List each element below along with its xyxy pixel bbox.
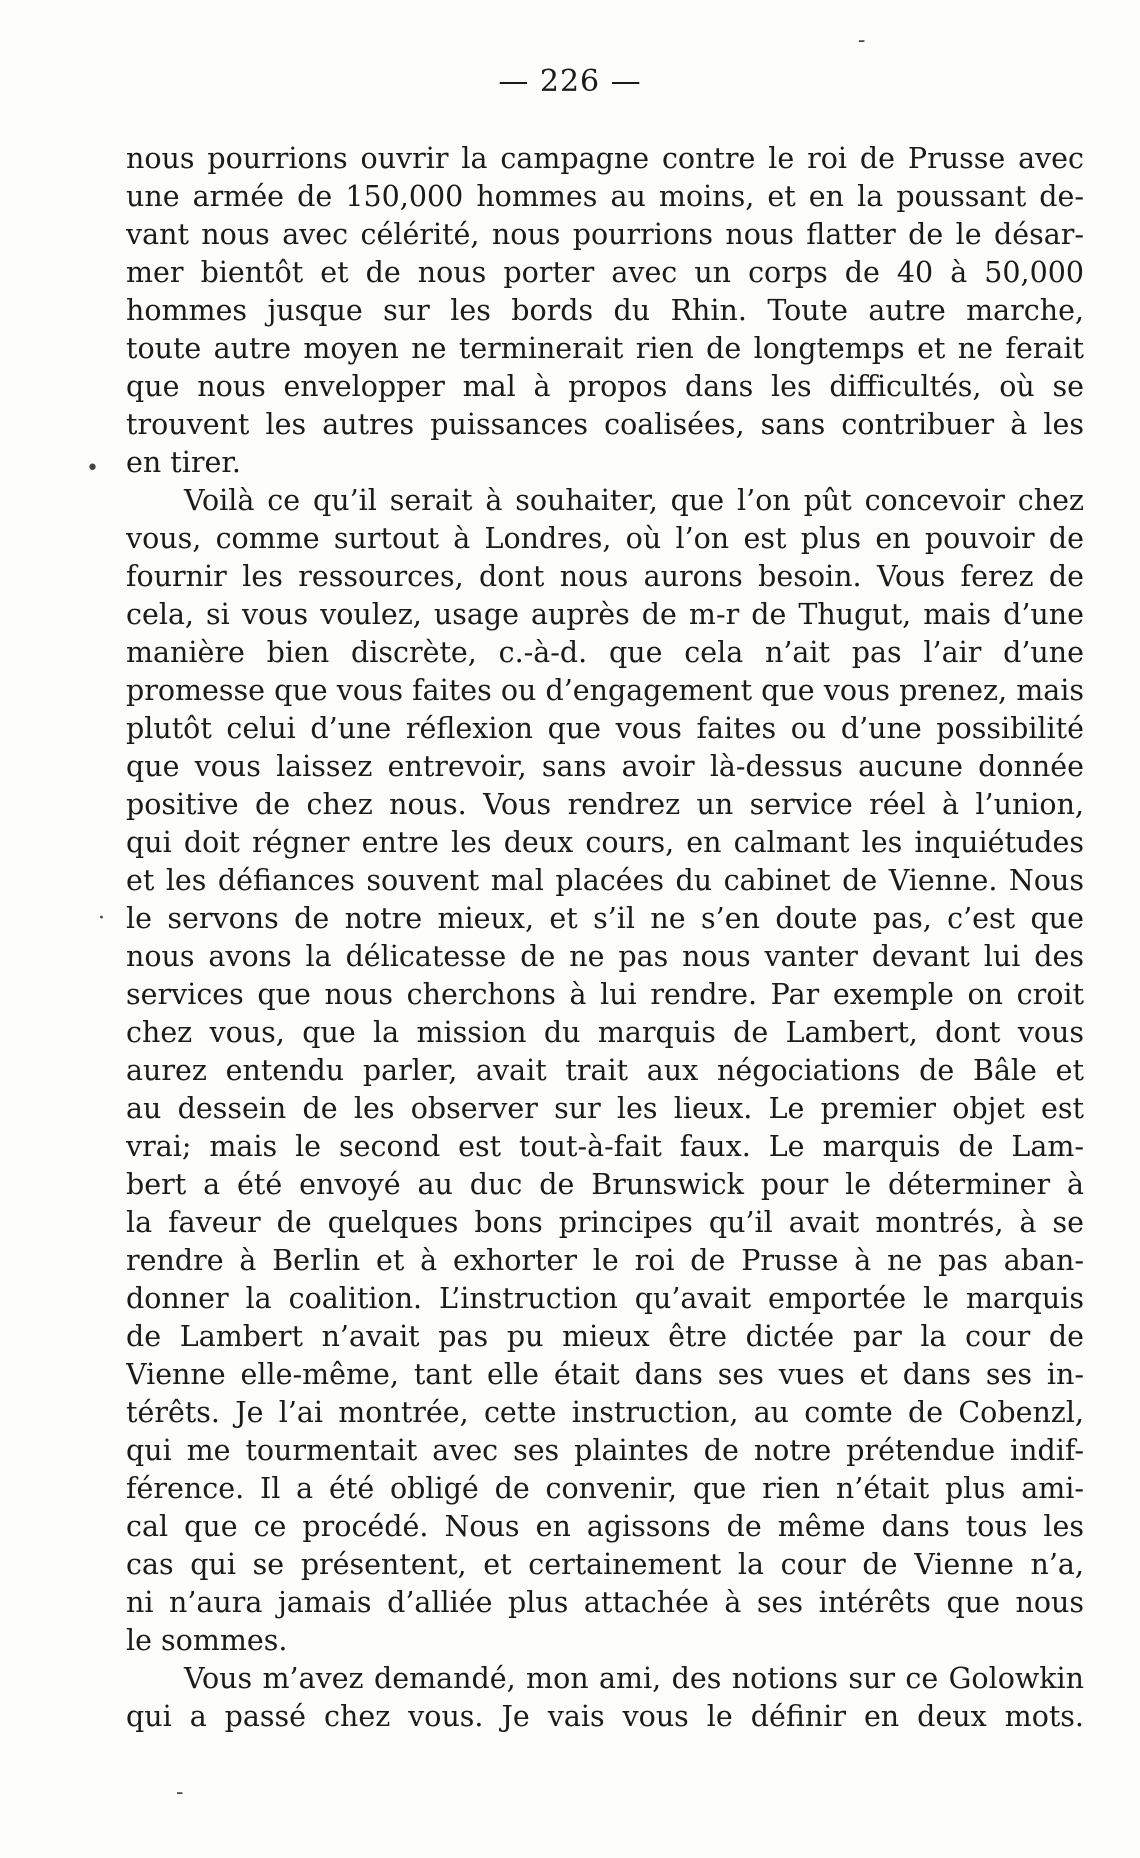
text-line: toute autre moyen ne terminerait rien de longtemps et ne ferait — [126, 332, 1084, 365]
text-line: et les défiances souvent mal placées du cabinet de Vienne. Nous — [126, 864, 1084, 897]
text-line: cas qui se présentent, et certainement la cour de Vienne n’a, — [126, 1548, 1084, 1581]
text-line: donner la coalition. L’instruction qu’avait emportée le marquis — [126, 1282, 1084, 1315]
text-line: trouvent les autres puissances coalisées, sans contribuer à les — [126, 408, 1084, 441]
margin-speck: - — [858, 28, 866, 53]
page-number: — 226 — — [498, 64, 642, 99]
text-line: le servons de notre mieux, et s’il ne s’en doute pas, c’est que — [126, 902, 1084, 935]
text-line: positive de chez nous. Vous rendrez un service réel à l’union, — [126, 788, 1084, 821]
text-line: que nous envelopper mal à propos dans les difficultés, où se — [126, 370, 1084, 403]
text-line: promesse que vous faites ou d’engagement que vous prenez, mais — [126, 674, 1084, 707]
text-line: qui doit régner entre les deux cours, en calmant les inquiétudes — [126, 826, 1084, 859]
text-line: cal que ce procédé. Nous en agissons de même dans tous les — [126, 1510, 1084, 1543]
text-line: ni n’aura jamais d’alliée plus attachée à ses intérêts que nous — [126, 1586, 1084, 1619]
text-line: vant nous avec célérité, nous pourrions nous flatter de le désar- — [126, 218, 1084, 251]
text-line: plutôt celui d’une réflexion que vous faites ou d’une possibilité — [126, 712, 1084, 745]
text-line: qui me tourmentait avec ses plaintes de notre prétendue indif- — [126, 1434, 1084, 1467]
text-line: Vous m’avez demandé, mon ami, des notions sur ce Golowkin — [184, 1662, 1084, 1695]
text-line: de Lambert n’avait pas pu mieux être dictée par la cour de — [126, 1320, 1084, 1353]
text-line: qui a passé chez vous. Je vais vous le définir en deux mots. — [126, 1700, 1084, 1733]
text-line: nous pourrions ouvrir la campagne contre le roi de Prusse avec — [126, 142, 1084, 175]
text-line: manière bien discrète, c.-à-d. que cela n’ait pas l’air d’une — [126, 636, 1084, 669]
text-line: que vous laissez entrevoir, sans avoir là-dessus aucune donnée — [126, 750, 1084, 783]
text-line: aurez entendu parler, avait trait aux négociations de Bâle et — [126, 1054, 1084, 1087]
text-line: cela, si vous voulez, usage auprès de m-r de Thugut, mais d’une — [126, 598, 1084, 631]
text-line: nous avons la délicatesse de ne pas nous vanter devant lui des — [126, 940, 1084, 973]
text-line: le sommes. — [126, 1624, 288, 1657]
text-line: fournir les ressources, dont nous aurons besoin. Vous ferez de — [126, 560, 1084, 593]
margin-speck: • — [86, 456, 99, 481]
text-line: vous, comme surtout à Londres, où l’on est plus en pouvoir de — [126, 522, 1084, 555]
text-line: services que nous cherchons à lui rendre. Par exemple on croit — [126, 978, 1084, 1011]
text-line: Voilà ce qu’il serait à souhaiter, que l’on pût concevoir chez — [184, 484, 1084, 517]
text-line: au dessein de les observer sur les lieux. Le premier objet est — [126, 1092, 1084, 1125]
margin-speck: - — [176, 1780, 184, 1805]
body-text — [126, 140, 1084, 1736]
text-line: la faveur de quelques bons principes qu’il avait montrés, à se — [126, 1206, 1084, 1239]
text-line: Vienne elle-même, tant elle était dans ses vues et dans ses in- — [126, 1358, 1084, 1391]
text-line: chez vous, que la mission du marquis de Lambert, dont vous — [126, 1016, 1084, 1049]
text-line: rendre à Berlin et à exhorter le roi de Prusse à ne pas aban- — [126, 1244, 1084, 1277]
text-line: hommes jusque sur les bords du Rhin. Toute autre marche, — [126, 294, 1084, 327]
text-line: férence. Il a été obligé de convenir, que rien n’était plus ami- — [126, 1472, 1084, 1505]
text-line: térêts. Je l’ai montrée, cette instruction, au comte de Cobenzl, — [126, 1396, 1084, 1429]
text-line: vrai; mais le second est tout-à-fait faux. Le marquis de Lam- — [126, 1130, 1084, 1163]
text-line: une armée de 150,000 hommes au moins, et en la poussant de- — [126, 180, 1084, 213]
text-line: mer bientôt et de nous porter avec un corps de 40 à 50,000 — [126, 256, 1084, 289]
text-line: bert a été envoyé au duc de Brunswick pour le déterminer à — [126, 1168, 1084, 1201]
margin-speck: · — [98, 906, 105, 931]
text-line: en tirer. — [126, 446, 241, 479]
